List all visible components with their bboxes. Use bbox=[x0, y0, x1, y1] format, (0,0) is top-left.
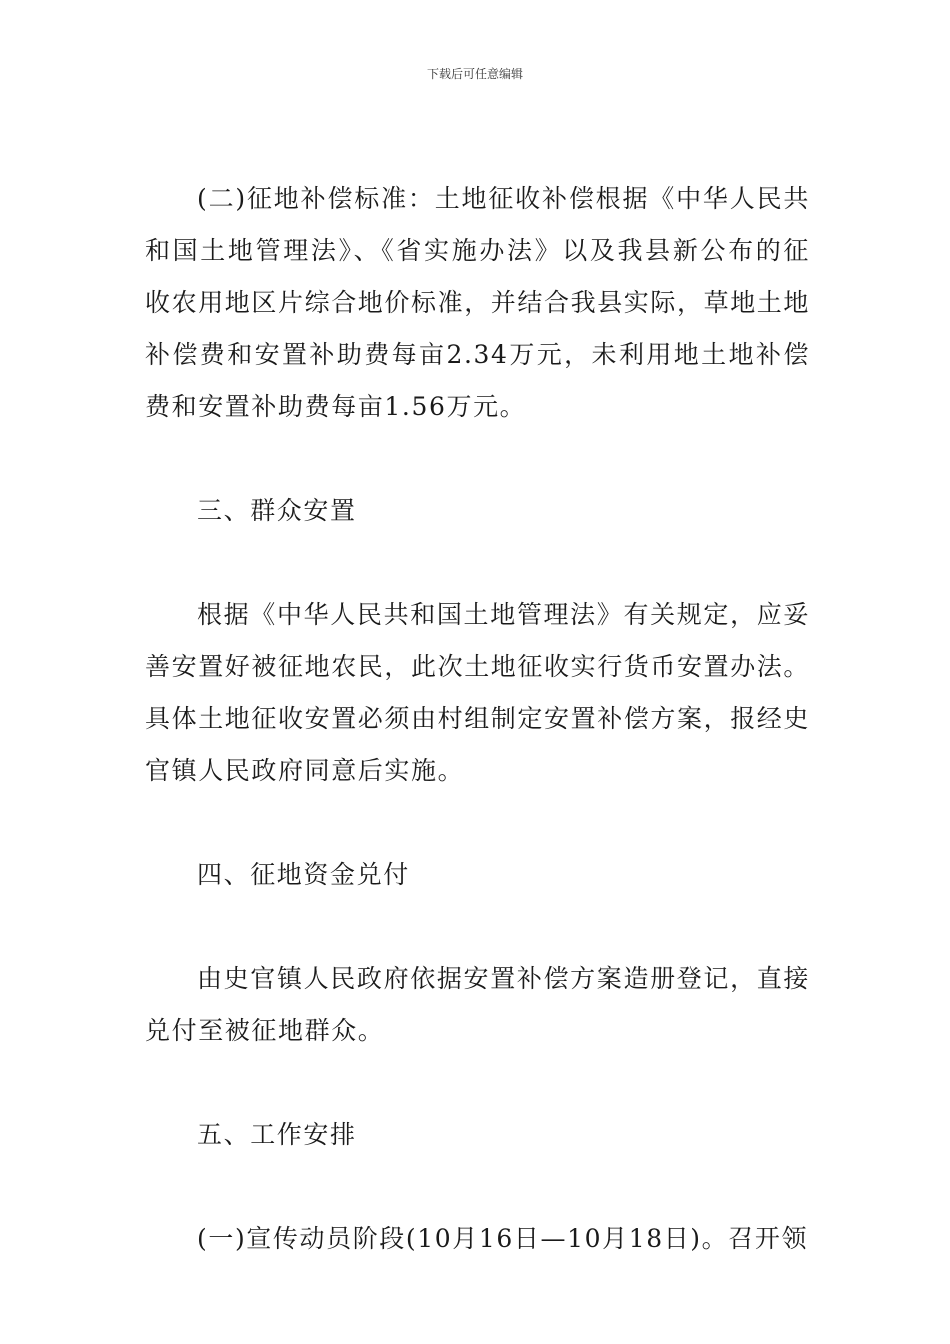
heading-resettlement: 三、群众安置 bbox=[197, 496, 357, 525]
paragraph-spacer bbox=[145, 797, 810, 849]
document-body bbox=[145, 173, 810, 1265]
paragraph-spacer bbox=[145, 1161, 810, 1213]
paragraph-resettlement: 根据《中华人民共和国土地管理法》有关规定，应妥善安置好被征地农民，此次土地征收实行货币安置办法。具体土地征收安置必须由村组制定安置补偿方案，报经史官镇人民政府同意后实施。 bbox=[145, 600, 811, 785]
paragraph-spacer bbox=[145, 901, 810, 953]
paragraph-compensation-standard: (二)征地补偿标准：土地征收补偿根据《中华人民共和国土地管理法》、《省实施办法》以及我县新公布的征收农用地区片综合地价标准，并结合我县实际，草地土地补偿费和安置补助费每亩2.34万元，未利用地土地补偿费和安置补助费每亩1.56万元。 bbox=[145, 184, 811, 421]
paragraph-spacer bbox=[145, 537, 810, 589]
paragraph-spacer bbox=[145, 1057, 810, 1109]
paragraph-funds-payment: 由史官镇人民政府依据安置补偿方案造册登记，直接兑付至被征地群众。 bbox=[145, 964, 810, 1045]
page-header: 下载后可任意编辑 bbox=[426, 67, 523, 81]
paragraph-work-stage-one: (一)宣传动员阶段(10月16日—10月18日)。召开领 bbox=[197, 1224, 809, 1253]
paragraph-spacer bbox=[145, 433, 810, 485]
heading-work-arrangement: 五、工作安排 bbox=[197, 1120, 357, 1149]
heading-funds-payment: 四、征地资金兑付 bbox=[197, 860, 410, 889]
